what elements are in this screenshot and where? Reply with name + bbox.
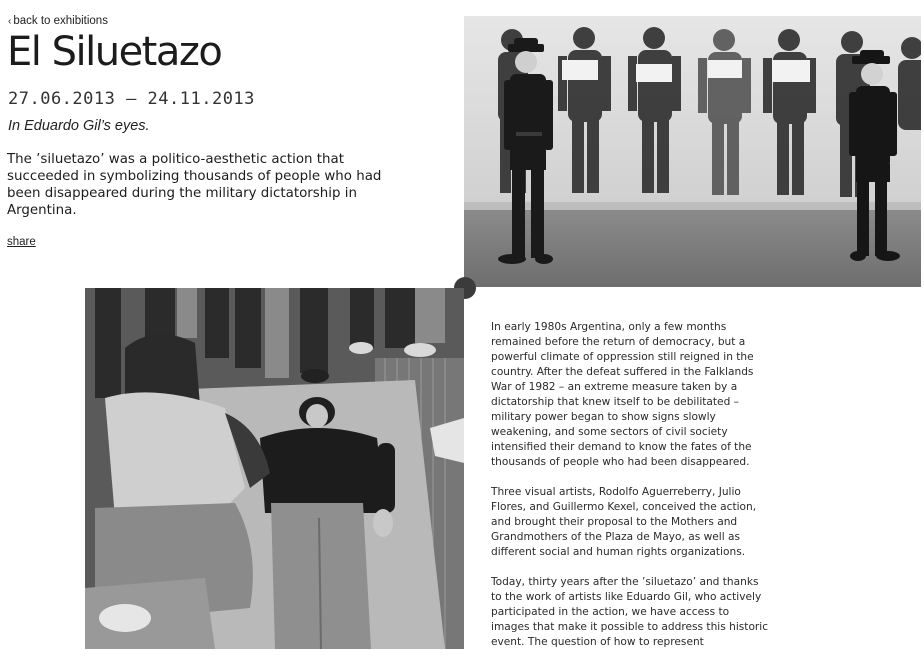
body-paragraph: In early 1980s Argentina, only a few months remained before the return of democracy, but a powerful climate of oppression still reigned in the country. After the defeat suffered in the Falklands War of 1982 – an extreme measure taken by a dictatorship that knew itself to be debilitated – military power began to show signs slowly weakening, and some sectors of civil society intensified their demand to know the fates of the thousands of people who had been disappeared. [491, 321, 754, 468]
body-paragraph: Today, thirty years after the ’siluetazo’ and thanks to the work of artists like Eduardo Gil, who actively participated in the action, we have access to images that make it possible to address this historic event. The question of how to represent [491, 576, 769, 648]
body-paragraph: Three visual artists, Rodolfo Aguerreberry, Julio Flores, and Guillermo Kexel, conceived the action, and brought their proposal to the Mothers and Grandmothers of the Plaza de Mayo, as well as different social and human rights organizations. [491, 486, 757, 558]
photo-silhouettes-police[interactable] [464, 16, 921, 287]
share-link[interactable]: share [7, 236, 36, 248]
back-to-exhibitions-link[interactable] [8, 15, 108, 27]
page-title: El Siluetazo [7, 29, 222, 75]
photo-silhouette-tracing[interactable] [85, 288, 464, 649]
photo-silhouette-tracing-image [85, 288, 464, 649]
exhibition-lead: The ’siluetazo’ was a politico-aesthetic action that succeeded in symbolizing thousands of people who had been disappeared during the military dictatorship in Argentina. [7, 152, 382, 218]
exhibition-body-text [491, 320, 771, 665]
photo-silhouettes-police-image [464, 16, 921, 287]
chevron-left-icon: ‹ [8, 16, 12, 27]
back-link-label: back to exhibitions [13, 15, 108, 27]
exhibition-subtitle: In Eduardo Gil’s eyes. [8, 118, 150, 134]
exhibition-dates: 27.06.2013 — 24.11.2013 [8, 89, 255, 109]
